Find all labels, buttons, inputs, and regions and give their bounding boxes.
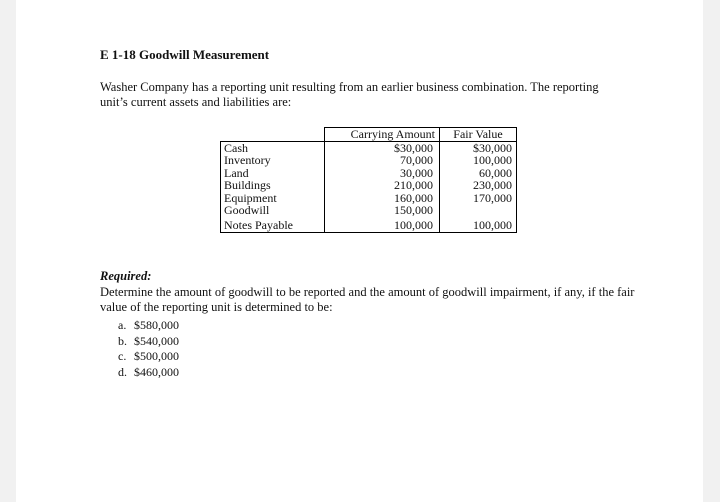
table-row: [221, 154, 517, 167]
header-fair-value: Fair Value: [440, 128, 517, 142]
row-item: Inventory: [221, 154, 325, 167]
option-value: $540,000: [134, 333, 179, 348]
header-item: [221, 128, 325, 142]
required-instructions: Determine the amount of goodwill to be reported and the amount of goodwill impairment, if any, if the fair value of the reporting unit is determined to be:: [100, 285, 635, 314]
document-page: [16, 0, 703, 502]
option-value: $500,000: [134, 349, 179, 363]
option-letter: c.: [118, 349, 127, 363]
row-carrying: 150,000: [394, 203, 433, 217]
row-item: Cash: [221, 141, 325, 154]
list-item: [118, 334, 179, 350]
row-fair: 60,000: [440, 167, 517, 180]
row-carrying: $30,000: [394, 140, 433, 155]
option-value: $580,000: [134, 318, 179, 332]
required-heading: Required:: [100, 269, 152, 283]
option-letter: b.: [118, 333, 127, 348]
table-row: [221, 217, 517, 233]
list-item: [118, 349, 179, 365]
answer-options: [118, 318, 179, 380]
option-letter: a.: [118, 318, 127, 332]
list-item: [118, 365, 179, 381]
row-fair: [440, 204, 517, 217]
row-item: Land: [221, 167, 325, 180]
row-fair: 100,000: [440, 217, 517, 233]
table-row: [221, 179, 517, 192]
row-fair: 170,000: [440, 192, 517, 205]
row-carrying: 210,000: [394, 178, 433, 192]
intro-paragraph: Washer Company has a reporting unit resulting from an earlier business combination. The reporting unit’s current assets and liabilities are:: [100, 80, 599, 109]
option-value: $460,000: [134, 364, 179, 379]
row-item: Equipment: [221, 192, 325, 205]
assets-liabilities-table: [220, 127, 517, 233]
option-letter: d.: [118, 364, 127, 379]
table-row: [221, 204, 517, 217]
row-carrying: 160,000: [394, 190, 433, 205]
header-carrying-amount: Carrying Amount: [325, 128, 440, 142]
list-item: [118, 318, 179, 334]
row-carrying: 100,000: [325, 217, 440, 233]
row-carrying: 30,000: [400, 165, 433, 180]
row-item: Buildings: [221, 179, 325, 192]
exercise-title: E 1-18 Goodwill Measurement: [100, 47, 270, 62]
row-carrying: 70,000: [400, 153, 433, 167]
row-item: Notes Payable: [221, 217, 325, 233]
row-fair: 100,000: [440, 154, 517, 167]
table-header-row: [221, 128, 517, 142]
row-item: Goodwill: [221, 204, 325, 217]
row-fair: $30,000: [440, 141, 517, 154]
row-fair: 230,000: [440, 179, 517, 192]
